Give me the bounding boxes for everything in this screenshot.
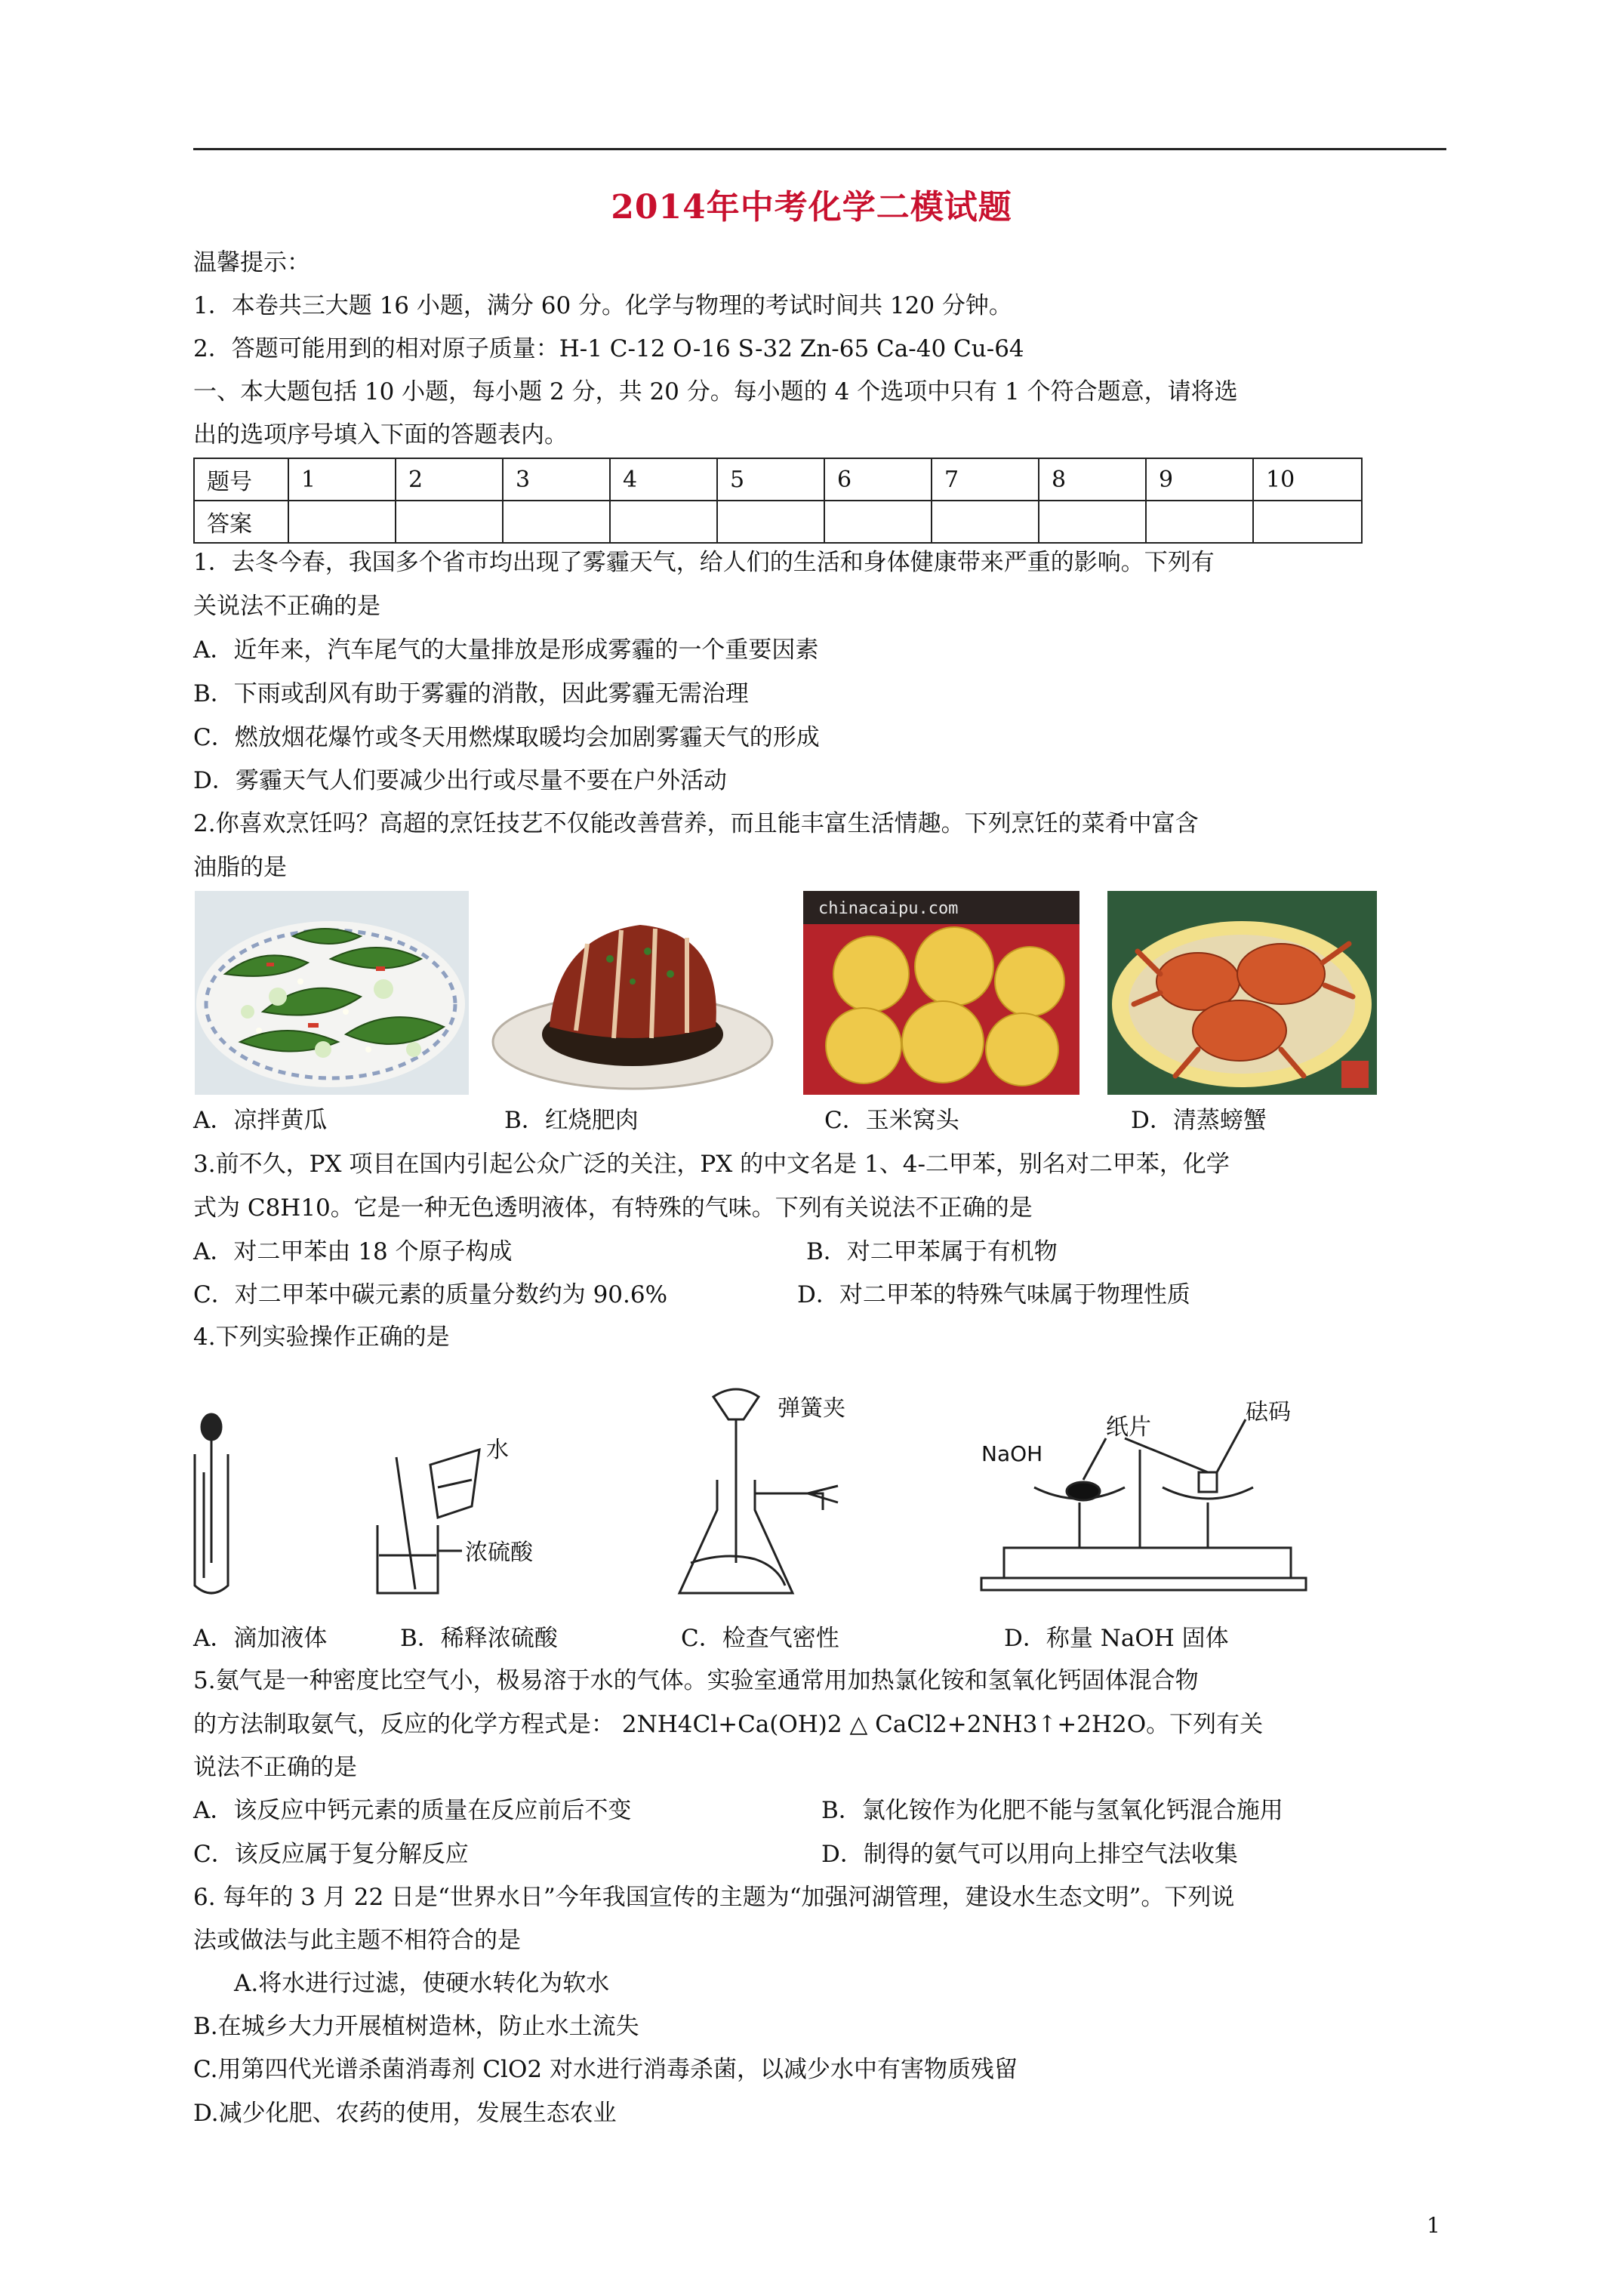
q4-option-d: D．称量 NaOH 固体 <box>1004 1625 1229 1652</box>
q4-option-a: A．滴加液体 <box>193 1625 328 1652</box>
header-rule <box>193 148 1446 150</box>
q3-stem-line-1: 3.前不久，PX 项目在国内引起公众广泛的关注，PX 的中文名是 1、4-二甲苯，别名对二甲苯，化学 <box>193 1151 1230 1178</box>
dropper-icon <box>195 1414 228 1593</box>
lab-apparatus-illustration <box>181 1367 1313 1608</box>
q6-option-d: D.减少化肥、农药的使用，发展生态农业 <box>193 2100 617 2127</box>
braised-pork-image <box>489 891 777 1095</box>
answer-cell[interactable] <box>503 501 610 543</box>
q5-option-b: B．氯化铵作为化肥不能与氢氧化钙混合施用 <box>821 1797 1283 1824</box>
answer-table <box>193 458 1363 544</box>
answer-table-row-numbers <box>194 458 1362 501</box>
steamed-crab-image <box>1107 891 1377 1095</box>
answer-cell[interactable] <box>932 501 1039 543</box>
q2-stem-line-2: 油脂的是 <box>193 854 287 881</box>
table-number-cell: 1 <box>288 458 396 501</box>
beaker-icon <box>377 1450 479 1593</box>
q6-option-c: C.用第四代光谱杀菌消毒剂 ClO2 对水进行消毒杀菌，以减少水中有害物质残留 <box>193 2056 1018 2083</box>
q5-stem-line-1: 5.氨气是一种密度比空气小，极易溶于水的气体。实验室通常用加热氯化铵和氢氧化钙固体混合物 <box>193 1667 1199 1694</box>
table-number-cell: 2 <box>396 458 503 501</box>
label-paper: 纸片 <box>1106 1414 1151 1441</box>
intro-line-2: 2．答题可能用到的相对原子质量：H-1 C-12 O-16 S-32 Zn-65 Ca-40 Cu-64 <box>193 335 1024 362</box>
answer-cell[interactable] <box>288 501 396 543</box>
table-number-cell: 4 <box>610 458 717 501</box>
q5-stem-line-3: 说法不正确的是 <box>193 1754 357 1781</box>
q2-stem-line-1: 2.你喜欢烹饪吗？高超的烹饪技艺不仅能改善营养，而且能丰富生活情趣。下列烹饪的菜肴中富含 <box>193 810 1199 837</box>
label-concentrated-acid: 浓硫酸 <box>465 1539 533 1566</box>
table-label-answer: 答案 <box>194 501 288 543</box>
page-number: 1 <box>1427 2213 1440 2238</box>
q1-stem-line-2: 关说法不正确的是 <box>193 593 380 620</box>
label-naoh: NaOH <box>981 1441 1043 1466</box>
q5-option-a: A．该反应中钙元素的质量在反应前后不变 <box>193 1797 632 1824</box>
q1-stem-line-1: 1．去冬今春，我国多个省市均出现了雾霾天气，给人们的生活和身体健康带来严重的影响。下列有 <box>193 549 1215 576</box>
q2-option-b: B．红烧肥肉 <box>504 1107 639 1134</box>
answer-cell[interactable] <box>824 501 932 543</box>
table-number-cell: 9 <box>1146 458 1253 501</box>
answer-table-row-answers <box>194 501 1362 543</box>
image-watermark: chinacaipu.com <box>818 899 959 918</box>
q3-option-d: D．对二甲苯的特殊气味属于物理性质 <box>797 1281 1190 1308</box>
intro-line-1: 1．本卷共三大题 16 小题，满分 60 分。化学与物理的考试时间共 120 分钟。 <box>193 292 1012 319</box>
table-number-cell: 3 <box>503 458 610 501</box>
q1-option-d: D．雾霾天气人们要减少出行或尽量不要在户外活动 <box>193 767 727 794</box>
q6-option-b: B.在城乡大力开展植树造林，防止水土流失 <box>193 2013 639 2040</box>
table-number-cell: 5 <box>717 458 824 501</box>
answer-cell[interactable] <box>1146 501 1253 543</box>
q4-stem: 4.下列实验操作正确的是 <box>193 1324 450 1351</box>
section-heading-line-2: 出的选项序号填入下面的答题表内。 <box>193 421 568 448</box>
answer-cell[interactable] <box>1039 501 1146 543</box>
tip-heading: 温馨提示： <box>193 249 310 276</box>
label-water: 水 <box>486 1437 509 1463</box>
q6-stem-line-1: 6. 每年的 3 月 22 日是“世界水日”今年我国宣传的主题为“加强河湖管理，建设水生态文明”。下列说 <box>193 1884 1235 1911</box>
q2-option-c: C．玉米窝头 <box>824 1107 959 1134</box>
cucumber-salad-image <box>195 891 469 1095</box>
q5-option-d: D．制得的氨气可以用向上排空气法收集 <box>821 1841 1238 1868</box>
label-spring-clamp: 弹簧夹 <box>778 1395 845 1422</box>
label-weight: 砝码 <box>1246 1399 1291 1425</box>
q4-option-b: B．稀释浓硫酸 <box>400 1625 558 1652</box>
answer-cell[interactable] <box>717 501 824 543</box>
q2-option-d: D．清蒸螃蟹 <box>1131 1107 1267 1134</box>
q6-stem-line-2: 法或做法与此主题不相符合的是 <box>193 1927 521 1954</box>
table-number-cell: 8 <box>1039 458 1146 501</box>
q6-option-a: A.将水进行过滤，使硬水转化为软水 <box>234 1970 610 1997</box>
q3-option-c: C．对二甲苯中碳元素的质量分数约为 90.6% <box>193 1281 668 1308</box>
q5-option-c: C．该反应属于复分解反应 <box>193 1841 469 1868</box>
table-number-cell: 6 <box>824 458 932 501</box>
q1-option-a: A．近年来，汽车尾气的大量排放是形成雾霾的一个重要因素 <box>193 636 819 664</box>
q1-option-c: C．燃放烟花爆竹或冬天用燃煤取暖均会加剧雾霾天气的形成 <box>193 724 820 751</box>
table-number-cell: 10 <box>1253 458 1362 501</box>
q5-stem-line-2: 的方法制取氨气，反应的化学方程式是： 2NH4Cl+Ca(OH)2 △ CaCl2+2NH3↑+2H2O。下列有关 <box>193 1711 1264 1738</box>
answer-cell[interactable] <box>396 501 503 543</box>
q2-option-a: A．凉拌黄瓜 <box>193 1107 328 1134</box>
answer-cell[interactable] <box>610 501 717 543</box>
table-label-number: 题号 <box>194 458 288 501</box>
table-number-cell: 7 <box>932 458 1039 501</box>
q4-option-c: C．检查气密性 <box>681 1625 839 1652</box>
page-title: 2014年中考化学二模试题 <box>611 188 1012 227</box>
q3-option-b: B．对二甲苯属于有机物 <box>806 1238 1058 1265</box>
answer-cell[interactable] <box>1253 501 1362 543</box>
q3-stem-line-2: 式为 C8H10。它是一种无色透明液体，有特殊的气味。下列有关说法不正确的是 <box>193 1194 1033 1222</box>
q3-option-a: A．对二甲苯由 18 个原子构成 <box>193 1238 513 1265</box>
section-heading-line-1: 一、本大题包括 10 小题，每小题 2 分，共 20 分。每小题的 4 个选项中只有 1 个符合题意，请将选 <box>193 378 1238 405</box>
corn-bun-image <box>803 891 1079 1095</box>
q1-option-b: B．下雨或刮风有助于雾霾的消散，因此雾霾无需治理 <box>193 680 749 707</box>
